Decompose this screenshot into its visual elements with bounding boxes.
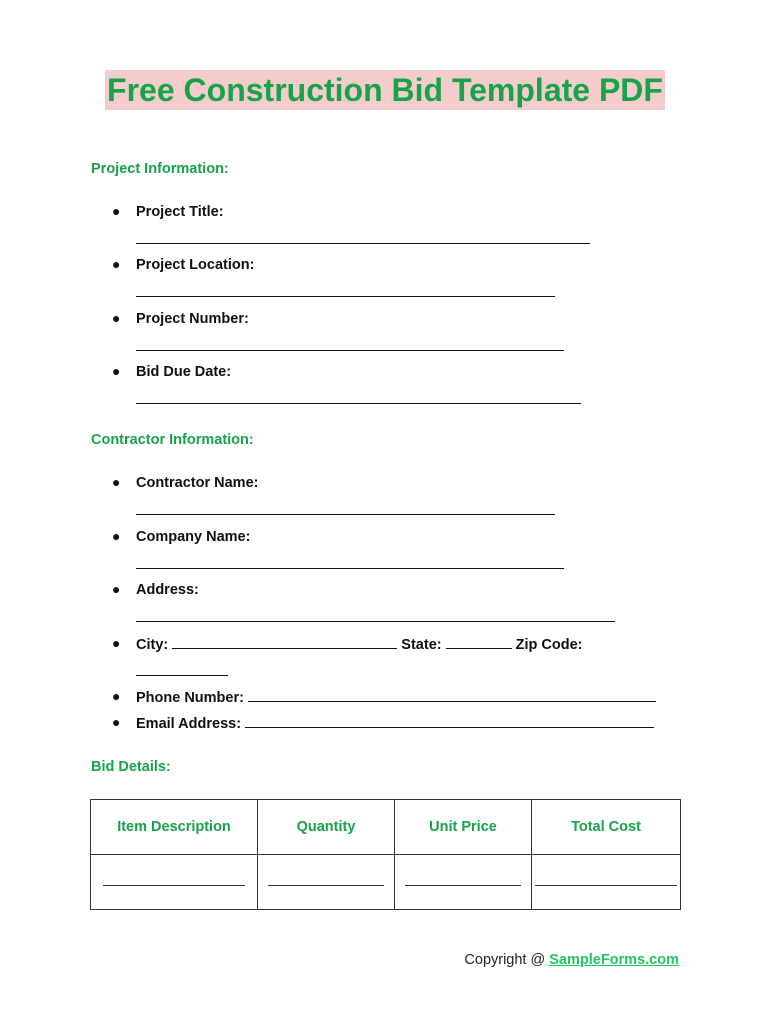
company-name-label: Company Name: <box>136 529 251 545</box>
project-title-input-line[interactable] <box>136 243 590 244</box>
page-title: Free Construction Bid Template PDF <box>107 72 663 108</box>
email-address-label: Email Address: <box>136 716 242 732</box>
column-header-item-description: Item Description <box>91 800 258 855</box>
project-info-heading: Project Information: <box>91 161 229 177</box>
bid-details-table <box>90 799 681 910</box>
bid-due-date-input-line[interactable] <box>136 403 581 404</box>
project-number-input-line[interactable] <box>136 350 564 351</box>
bid-due-date-label: Bid Due Date: <box>136 364 232 380</box>
city-input-line[interactable] <box>172 636 397 649</box>
bullet-icon: ● <box>112 528 121 544</box>
bullet-icon: ● <box>112 474 121 490</box>
project-number-label: Project Number: <box>136 311 249 327</box>
table-row <box>91 855 681 910</box>
sampleforms-link[interactable]: SampleForms.com <box>549 952 679 968</box>
address-input-line[interactable] <box>136 621 615 622</box>
bullet-icon: ● <box>112 310 121 326</box>
bullet-icon: ● <box>112 688 121 704</box>
contractor-info-heading: Contractor Information: <box>91 432 254 448</box>
bullet-icon: ● <box>112 256 121 272</box>
project-title-label: Project Title: <box>136 204 224 220</box>
contractor-name-input-line[interactable] <box>136 514 555 515</box>
column-header-total-cost: Total Cost <box>532 800 681 855</box>
bullet-icon: ● <box>112 714 121 730</box>
zip-code-label: Zip Code: <box>515 637 583 653</box>
quantity-cell[interactable] <box>258 855 395 910</box>
table-header-row <box>91 800 681 855</box>
total-cost-cell[interactable] <box>532 855 681 910</box>
bullet-icon: ● <box>112 363 121 379</box>
bid-details-heading: Bid Details: <box>91 759 171 775</box>
project-location-input-line[interactable] <box>136 296 555 297</box>
state-input-line[interactable] <box>446 636 512 649</box>
city-label: City: <box>136 637 169 653</box>
copyright-text: Copyright @ <box>464 952 546 968</box>
column-header-quantity: Quantity <box>258 800 395 855</box>
bullet-icon: ● <box>112 635 121 651</box>
company-name-input-line[interactable] <box>136 568 564 569</box>
project-location-label: Project Location: <box>136 257 255 273</box>
unit-price-cell[interactable] <box>395 855 532 910</box>
bullet-icon: ● <box>112 581 121 597</box>
contractor-name-label: Contractor Name: <box>136 475 259 491</box>
email-address-input-line[interactable] <box>245 715 654 728</box>
footer-copyright <box>464 952 679 968</box>
phone-number-input-line[interactable] <box>248 689 656 702</box>
phone-number-label: Phone Number: <box>136 690 244 706</box>
item-description-cell[interactable] <box>91 855 258 910</box>
zip-code-input-line[interactable] <box>136 675 228 676</box>
column-header-unit-price: Unit Price <box>395 800 532 855</box>
bullet-icon: ● <box>112 203 121 219</box>
address-label: Address: <box>136 582 199 598</box>
state-label: State: <box>401 637 442 653</box>
